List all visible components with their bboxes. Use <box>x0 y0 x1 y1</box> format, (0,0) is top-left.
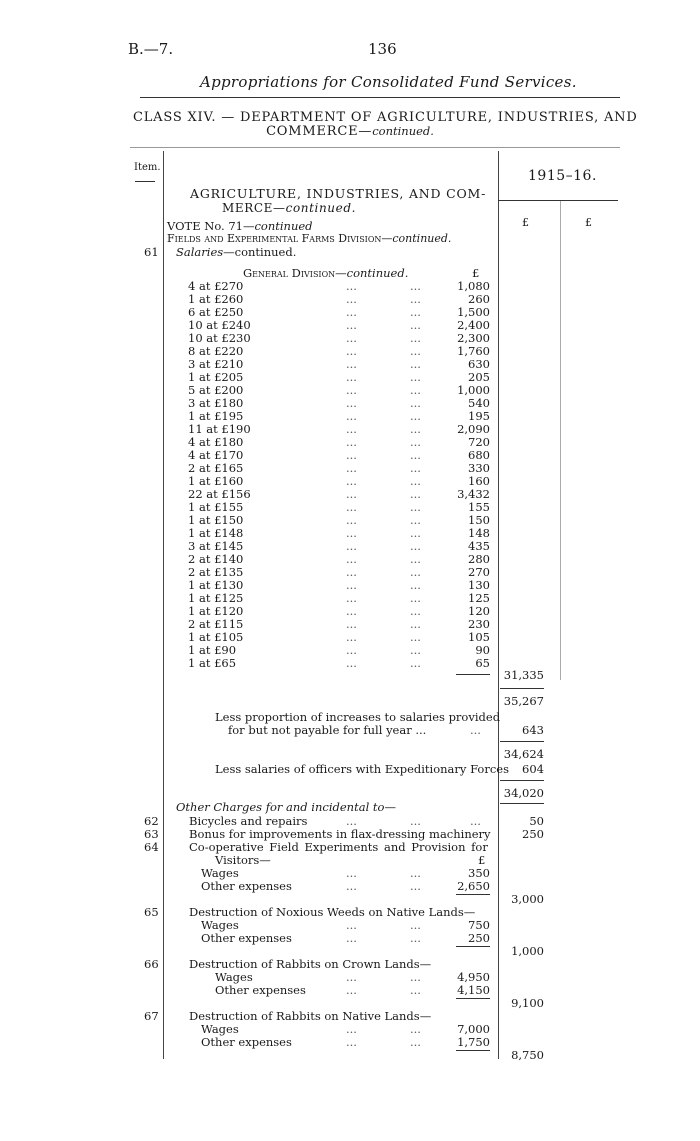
dots: ... <box>410 983 421 997</box>
dots: ... <box>346 474 357 488</box>
salary-grade-label: 11 at £190 <box>188 422 251 436</box>
salary-grade-label: 8 at £220 <box>188 344 244 358</box>
dots: ... <box>410 344 421 358</box>
salary-grade-label: 4 at £270 <box>188 279 244 293</box>
document-code: B.—7. <box>128 40 174 58</box>
less-expeditionary-line: Less salaries of officers with Expeditionary Forces <box>215 762 509 776</box>
dots: ... <box>346 318 357 332</box>
salary-grade-label: 4 at £170 <box>188 448 244 462</box>
salary-amount: 1,500 <box>457 305 490 319</box>
salary-grade-label: 2 at £140 <box>188 552 244 566</box>
dots: ... <box>410 396 421 410</box>
salary-amount: 330 <box>468 461 490 475</box>
dots: ... <box>410 422 421 436</box>
dots: ... <box>410 292 421 306</box>
class-heading-line1: CLASS XIV. — DEPARTMENT OF AGRICULTURE, INDUSTRIES, AND <box>133 110 638 125</box>
wages-label: Wages <box>201 866 239 880</box>
dots: ... <box>346 970 357 984</box>
salary-amount: 150 <box>468 513 490 527</box>
wages-amount: 7,000 <box>457 1022 490 1036</box>
salary-amount: 120 <box>468 604 490 618</box>
section-heading: AGRICULTURE, INDUSTRIES, AND COM- <box>190 186 487 201</box>
subtotal-rule <box>456 894 490 895</box>
dots: ... <box>410 578 421 592</box>
page-number: 136 <box>368 40 397 58</box>
dots: ... <box>410 526 421 540</box>
other-charges-heading: Other Charges for and incidental to— <box>176 800 396 814</box>
other-expenses-amount: 250 <box>468 931 490 945</box>
item-label-continued: Visitors— <box>215 853 271 867</box>
item-number: 62 <box>144 814 159 828</box>
item-label: Destruction of Noxious Weeds on Native Lands— <box>189 905 476 919</box>
dots: ... <box>410 279 421 293</box>
dots: ... <box>410 604 421 618</box>
item-number: 65 <box>144 905 159 919</box>
dots: ... <box>346 931 357 945</box>
subtotal-amount: 34,020 <box>503 786 544 800</box>
other-expenses-label: Other expenses <box>215 983 306 997</box>
salary-grade-label: 1 at £105 <box>188 630 244 644</box>
salary-grade-label: 1 at £205 <box>188 370 244 384</box>
item-total: 8,750 <box>511 1048 544 1062</box>
wages-label: Wages <box>201 1022 239 1036</box>
dots: ... <box>410 305 421 319</box>
subtotal-rule <box>500 741 544 742</box>
subtotal-rule <box>500 780 544 781</box>
salary-grade-label: 2 at £115 <box>188 617 244 631</box>
dots: ... <box>410 383 421 397</box>
salary-grade-label: 3 at £180 <box>188 396 244 410</box>
wages-amount: 350 <box>468 866 490 880</box>
salary-amount: 205 <box>468 370 490 384</box>
item-number: 66 <box>144 957 159 971</box>
salary-grade-label: 1 at £125 <box>188 591 244 605</box>
dots: ... <box>346 565 357 579</box>
dots: ... <box>346 370 357 384</box>
dots: ... <box>410 617 421 631</box>
salary-amount: 540 <box>468 396 490 410</box>
dots: ... <box>410 814 421 828</box>
salary-amount: 630 <box>468 357 490 371</box>
salary-amount: 90 <box>475 643 490 657</box>
dots: ... <box>410 435 421 449</box>
item-label: Destruction of Rabbits on Crown Lands— <box>189 957 432 971</box>
dots: ... <box>410 591 421 605</box>
dots: ... <box>410 970 421 984</box>
salary-amount: 2,300 <box>457 331 490 345</box>
salary-row <box>188 657 490 670</box>
dots: ... <box>346 643 357 657</box>
dots: ... <box>410 448 421 462</box>
less-expeditionary-amount: 604 <box>522 762 544 776</box>
salary-amount: 160 <box>468 474 490 488</box>
subtotal-rule <box>456 946 490 947</box>
salary-grade-label: 2 at £135 <box>188 565 244 579</box>
wages-amount: 4,950 <box>457 970 490 984</box>
dots: ... <box>346 591 357 605</box>
salary-total: 31,335 <box>503 668 544 682</box>
general-division-heading: General Division—continued. <box>243 266 409 280</box>
item-amount: 250 <box>522 827 544 841</box>
dots: ... <box>410 565 421 579</box>
salary-amount: 280 <box>468 552 490 566</box>
dots: ... <box>346 1022 357 1036</box>
salary-amount: 155 <box>468 500 490 514</box>
item-total: 9,100 <box>511 996 544 1010</box>
year-column-header: 1915–16. <box>528 168 597 184</box>
dots: ... <box>410 1022 421 1036</box>
salary-grade-label: 3 at £210 <box>188 357 244 371</box>
salary-amount: 148 <box>468 526 490 540</box>
salary-amount: 680 <box>468 448 490 462</box>
year-underline-rule <box>498 200 618 201</box>
salary-grade-label: 1 at £195 <box>188 409 244 423</box>
dots: ... <box>346 539 357 553</box>
subtotal-rule <box>456 1050 490 1051</box>
salary-amount: 1,760 <box>457 344 490 358</box>
less-increases-line1: Less proportion of increases to salaries provided <box>215 710 501 724</box>
dots: ... <box>346 461 357 475</box>
header-rule <box>140 97 620 98</box>
dots: ... <box>470 814 481 828</box>
dots: ... <box>346 422 357 436</box>
item-number: 67 <box>144 1009 159 1023</box>
dots: ... <box>346 357 357 371</box>
currency-symbol: £ <box>522 216 529 229</box>
division-heading: Fields and Experimental Farms Division—continued. <box>167 232 452 245</box>
dots: ... <box>410 500 421 514</box>
subtotal-rule <box>456 674 490 675</box>
dots: ... <box>346 866 357 880</box>
less-increases-line2: for but not payable for full year ... <box>228 723 427 737</box>
salary-amount: 105 <box>468 630 490 644</box>
salary-amount: 2,400 <box>457 318 490 332</box>
salary-amount: 270 <box>468 565 490 579</box>
less-increases-amount: 643 <box>522 723 544 737</box>
item-label: Destruction of Rabbits on Native Lands— <box>189 1009 432 1023</box>
dots: ... <box>346 487 357 501</box>
dots: ... <box>410 318 421 332</box>
dots: ... <box>346 918 357 932</box>
dots: ... <box>410 1035 421 1049</box>
other-expenses-amount: 2,650 <box>457 879 490 893</box>
dots: ... <box>410 357 421 371</box>
item-header-rule <box>135 181 155 182</box>
salary-grade-label: 10 at £240 <box>188 318 251 332</box>
dots: ... <box>346 983 357 997</box>
dots: ... <box>410 656 421 670</box>
item-label: Bonus for improvements in flax-dressing machinery <box>189 827 491 841</box>
dots: ... <box>410 409 421 423</box>
salary-grade-label: 2 at £165 <box>188 461 244 475</box>
item-column-header: Item. <box>134 162 161 173</box>
dots: ... <box>346 383 357 397</box>
salary-grade-label: 1 at £160 <box>188 474 244 488</box>
salary-amount: 195 <box>468 409 490 423</box>
currency-symbol: £ <box>478 853 486 867</box>
other-expenses-label: Other expenses <box>201 931 292 945</box>
dots: ... <box>346 448 357 462</box>
other-expenses-label: Other expenses <box>201 1035 292 1049</box>
second-amount-column-rule <box>560 200 561 680</box>
dots: ... <box>410 487 421 501</box>
salary-amount: 125 <box>468 591 490 605</box>
amount-column-rule <box>498 151 499 1059</box>
dots: ... <box>410 461 421 475</box>
salary-amount: 2,090 <box>457 422 490 436</box>
dots: ... <box>410 879 421 893</box>
dots: ... <box>410 643 421 657</box>
salary-grade-label: 10 at £230 <box>188 331 251 345</box>
dots: ... <box>410 630 421 644</box>
dots: ... <box>410 931 421 945</box>
dots: ... <box>410 552 421 566</box>
subtotal-amount: 34,624 <box>503 747 544 761</box>
other-expenses-label: Other expenses <box>201 879 292 893</box>
salary-grade-label: 3 at £145 <box>188 539 244 553</box>
salary-grade-label: 1 at £148 <box>188 526 244 540</box>
dots: ... <box>410 331 421 345</box>
wages-label: Wages <box>215 970 253 984</box>
dots: ... <box>346 1035 357 1049</box>
currency-symbol: £ <box>585 216 592 229</box>
salary-grade-label: 1 at £90 <box>188 643 237 657</box>
wages-amount: 750 <box>468 918 490 932</box>
dots: ... <box>346 409 357 423</box>
salary-amount: 435 <box>468 539 490 553</box>
dots: ... <box>346 814 357 828</box>
dots: ... <box>346 305 357 319</box>
total-rule <box>500 688 544 689</box>
section-heading-continued: MERCE—continued. <box>222 201 357 215</box>
item-number: 63 <box>144 827 159 841</box>
dots: ... <box>410 474 421 488</box>
dots: ... <box>346 513 357 527</box>
salary-amount: 720 <box>468 435 490 449</box>
dots: ... <box>346 578 357 592</box>
dots: ... <box>410 539 421 553</box>
dots: ... <box>346 617 357 631</box>
dots: ... <box>410 918 421 932</box>
dots: ... <box>346 435 357 449</box>
item-number: 61 <box>144 245 159 259</box>
currency-symbol: £ <box>472 266 480 280</box>
dots: ... <box>346 396 357 410</box>
dots: ... <box>346 292 357 306</box>
dots: ... <box>346 879 357 893</box>
class-heading-line2: COMMERCE—continued. <box>266 124 434 139</box>
page-title: Appropriations for Consolidated Fund Services. <box>200 73 577 91</box>
salary-grade-label: 1 at £120 <box>188 604 244 618</box>
dots: ... <box>346 552 357 566</box>
salary-grade-label: 1 at £65 <box>188 656 237 670</box>
salary-amount: 130 <box>468 578 490 592</box>
wages-label: Wages <box>201 918 239 932</box>
dots: ... <box>410 370 421 384</box>
dots: ... <box>346 604 357 618</box>
other-expenses-amount: 1,750 <box>457 1035 490 1049</box>
salary-amount: 3,432 <box>457 487 490 501</box>
dots: ... <box>346 500 357 514</box>
item-number: 64 <box>144 840 159 854</box>
salary-grade-label: 1 at £130 <box>188 578 244 592</box>
salaries-heading: Salaries—continued. <box>176 245 297 259</box>
other-expenses-amount: 4,150 <box>457 983 490 997</box>
dots: ... <box>410 866 421 880</box>
salary-grade-label: 1 at £150 <box>188 513 244 527</box>
salary-grade-label: 5 at £200 <box>188 383 244 397</box>
salary-amount: 230 <box>468 617 490 631</box>
salary-grade-label: 1 at £260 <box>188 292 244 306</box>
salary-amount: 1,080 <box>457 279 490 293</box>
item-label: Bicycles and repairs <box>189 814 308 828</box>
dots: ... <box>346 656 357 670</box>
item-amount: 50 <box>529 814 544 828</box>
dots: ... <box>470 723 481 737</box>
salary-amount: 65 <box>475 656 490 670</box>
salary-grade-label: 4 at £180 <box>188 435 244 449</box>
salary-amount: 1,000 <box>457 383 490 397</box>
vote-heading: VOTE No. 71—continued <box>167 219 313 233</box>
dots: ... <box>346 344 357 358</box>
salary-amount: 260 <box>468 292 490 306</box>
item-total: 1,000 <box>511 944 544 958</box>
salary-grade-label: 1 at £155 <box>188 500 244 514</box>
item-total: 3,000 <box>511 892 544 906</box>
left-column-rule <box>163 151 164 1059</box>
dots: ... <box>346 331 357 345</box>
subtotal-rule <box>456 998 490 999</box>
subtotal-rule <box>500 803 544 804</box>
class-rule <box>130 147 620 148</box>
item-label: Co-operative Field Experiments and Provision for <box>189 840 488 854</box>
dots: ... <box>410 513 421 527</box>
subtotal-amount: 35,267 <box>503 694 544 708</box>
salary-grade-label: 6 at £250 <box>188 305 244 319</box>
dots: ... <box>346 630 357 644</box>
salary-grade-label: 22 at £156 <box>188 487 251 501</box>
dots: ... <box>346 279 357 293</box>
dots: ... <box>346 526 357 540</box>
